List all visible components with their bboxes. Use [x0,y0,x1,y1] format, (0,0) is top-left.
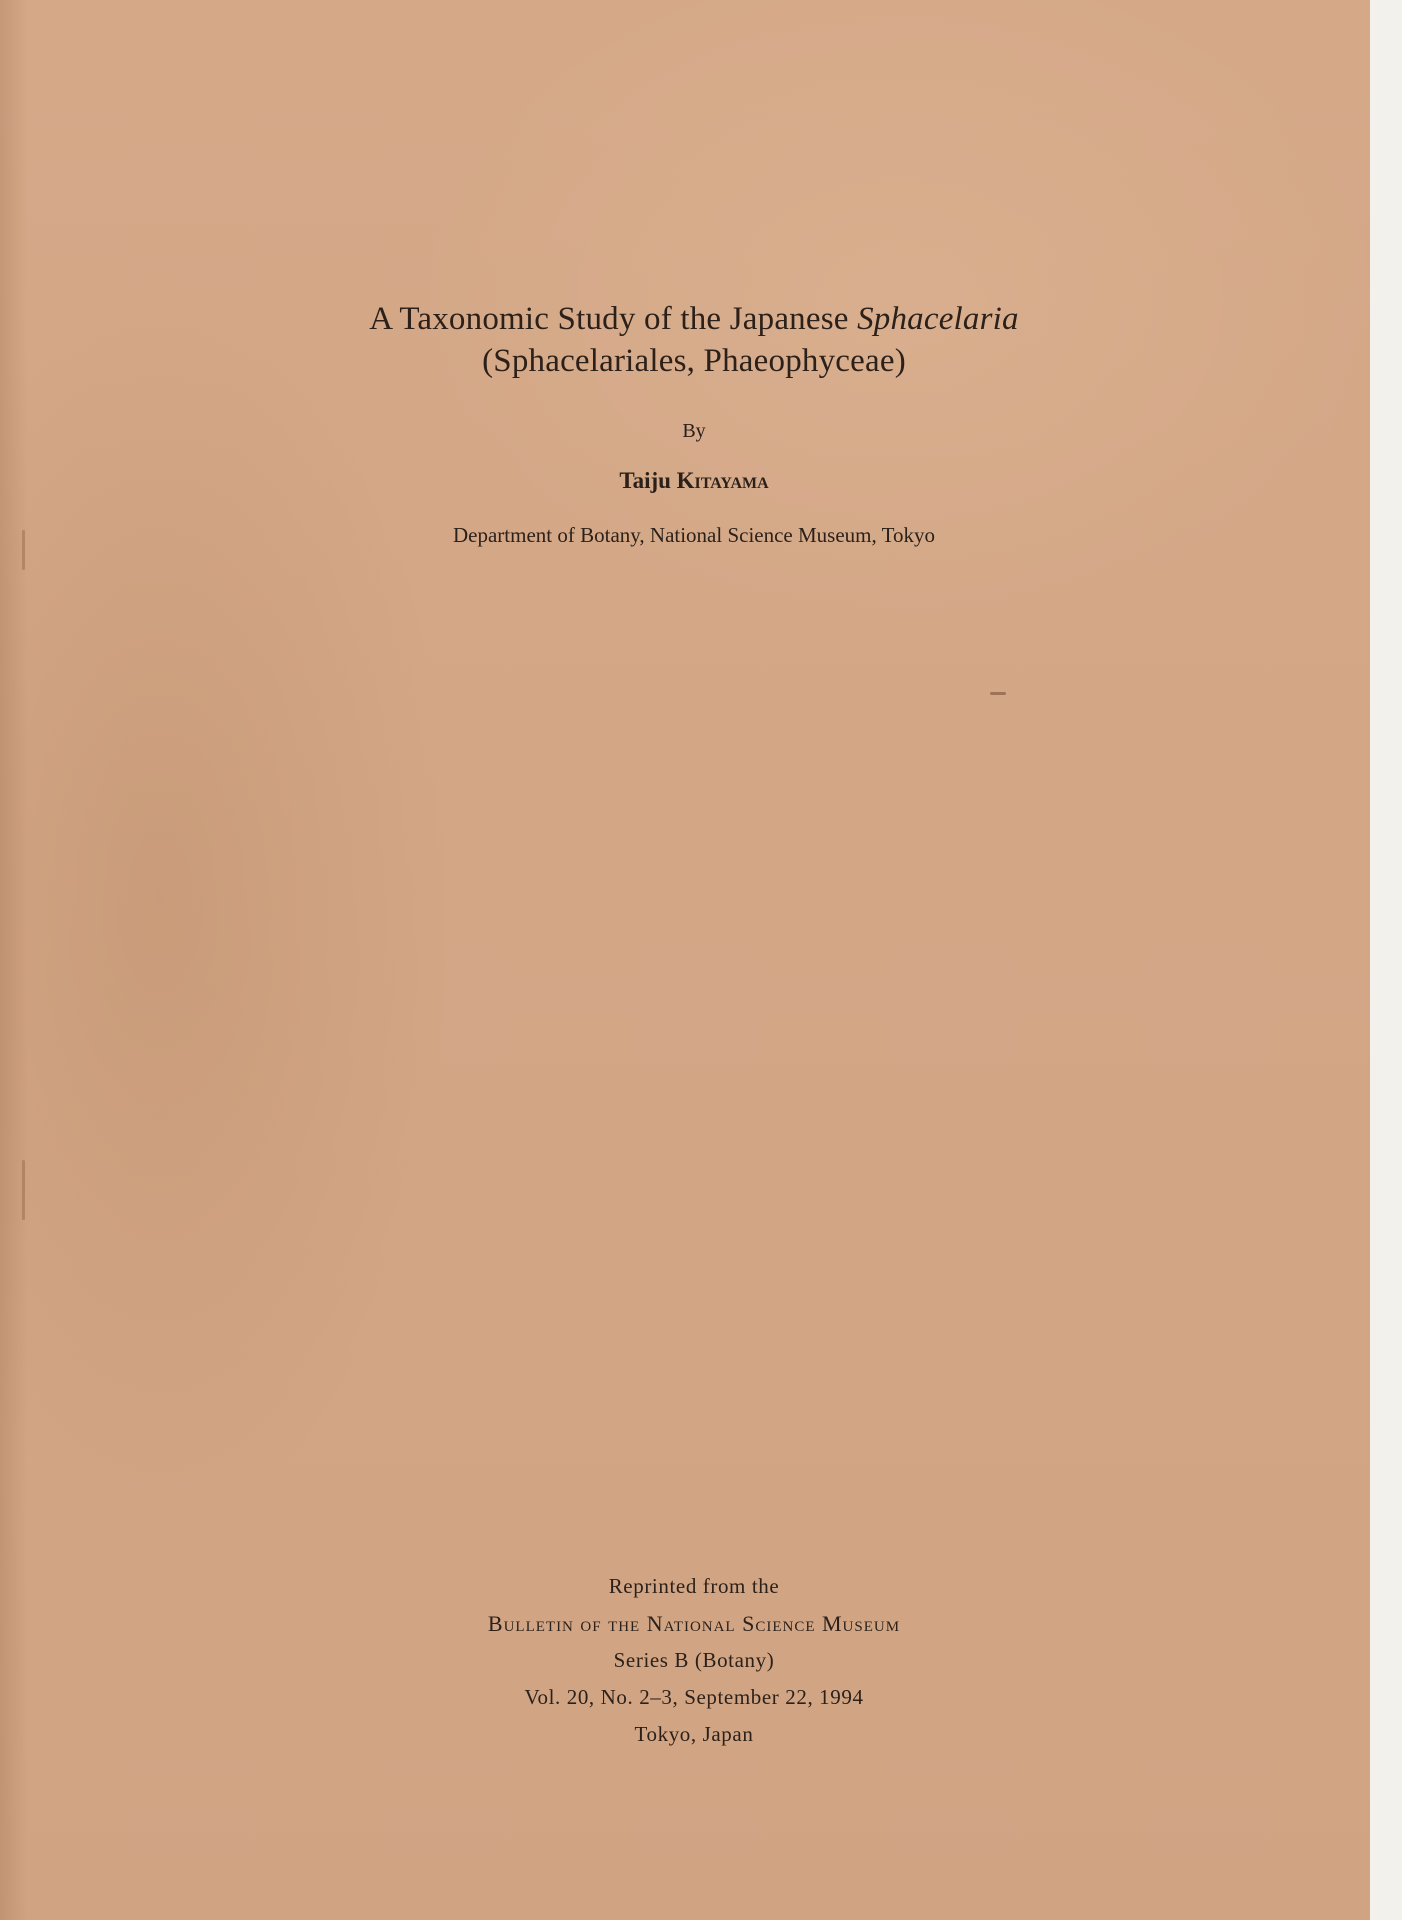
journal-volume-date: Vol. 20, No. 2–3, September 22, 1994 [524,1685,864,1709]
author-family-name: Kitayama [676,468,769,493]
edge-mark [22,530,25,570]
scan-margin [1370,0,1402,1920]
reprint-notice [0,1568,1388,1753]
author-affiliation: Department of Botany, National Science Museum, Tokyo [452,523,935,547]
title-text: A Taxonomic Study of the Japanese [369,301,858,337]
edge-mark [22,1160,25,1220]
journal-series: Series B (Botany) [613,1648,775,1672]
title-line-2: (Sphacelariales, Phaeophyceae) [482,343,906,379]
paper-speck [990,692,1006,695]
title-genus-name: Sphacelaria [857,301,1019,337]
reprint-line-1: Reprinted from the [608,1574,780,1598]
title-line-1 [0,298,1388,340]
by-label: By [682,420,706,442]
document-title [0,298,1388,382]
publication-place: Tokyo, Japan [634,1722,754,1746]
author-given-name: Taiju [619,468,677,493]
journal-name: Bulletin of the National Science Museum [487,1611,901,1636]
author-name [0,468,1388,494]
